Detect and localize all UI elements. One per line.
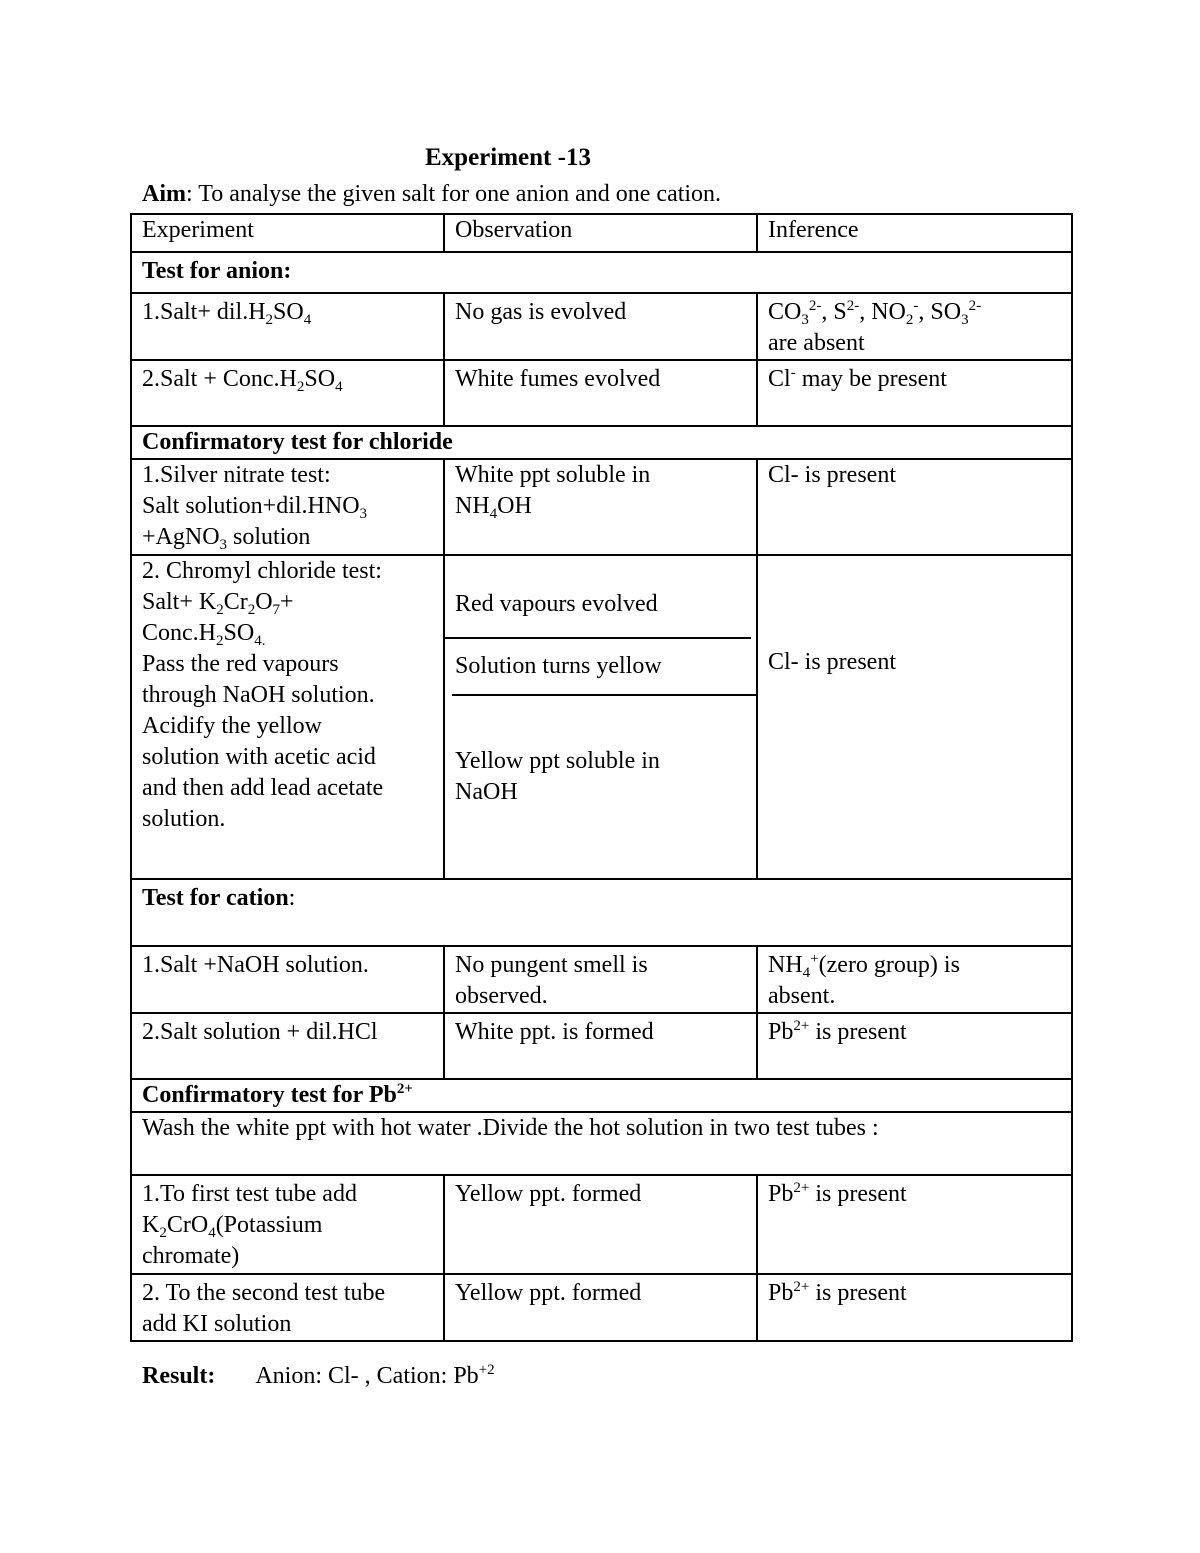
cell-inference: $Pb^{2+}$ is present xyxy=(757,1175,1072,1274)
cell-inference: $Pb^{2+}$ is present xyxy=(757,1013,1072,1079)
cell-experiment: 1.To first test tube add $K_2CrO_4(Potassium$ chromate) xyxy=(131,1175,444,1274)
cell-observation: White fumes evolved xyxy=(444,360,757,426)
cell-observation: No pungent smell is observed. xyxy=(444,946,757,1013)
page-title: Experiment -13 xyxy=(425,144,591,171)
header-inference: Inference xyxy=(757,214,1072,252)
cell-observation: Yellow ppt. formed xyxy=(444,1175,757,1274)
cell-observation: Yellow ppt. formed xyxy=(444,1274,757,1341)
table-row xyxy=(131,555,1072,879)
cell-experiment: 2. Chromyl chloride test: Salt+ $K_2Cr_2O_7+$ $Conc.H_2SO_{4.}$ Pass the red vapours through NaOH solution. Acidify the yellow solution with acetic acid and then add lead acetate solution. xyxy=(131,555,444,879)
section-row-cation xyxy=(131,879,1072,946)
observation-yellow-ppt: Yellow ppt soluble in NaOH xyxy=(455,748,660,805)
table-row xyxy=(131,293,1072,360)
wash-instruction: Wash the white ppt with hot water .Divide the hot solution in two test tubes : xyxy=(131,1112,1072,1175)
cell-observation: White ppt soluble in $NH_4OH$ xyxy=(444,459,757,555)
header-observation: Observation xyxy=(444,214,757,252)
experiment-table xyxy=(130,213,1073,1342)
cell-inference: $CO_3^{2-}$, $S^{2-}$, $NO_2^-$, $SO_3^{2-}$ are absent xyxy=(757,293,1072,360)
section-row-chloride xyxy=(131,426,1072,459)
result-text: Anion: Cl- , Cation: $Pb^{+2}$ xyxy=(255,1362,495,1389)
cell-inference: Cl- is present xyxy=(757,555,1072,879)
header-experiment: Experiment xyxy=(131,214,444,252)
table-row xyxy=(131,1274,1072,1341)
cell-inference: Cl- is present xyxy=(757,459,1072,555)
cell-experiment: 2. To the second test tube add KI solution xyxy=(131,1274,444,1341)
cell-experiment: 2.Salt + $Conc.H_2SO_4$ xyxy=(131,360,444,426)
wash-row xyxy=(131,1112,1072,1175)
cell-inference: Cl- may be present xyxy=(757,360,1072,426)
divider xyxy=(452,694,756,696)
section-chloride: Confirmatory test for chloride xyxy=(131,426,1072,459)
aim-line xyxy=(142,178,721,210)
table-row xyxy=(131,360,1072,426)
table-row xyxy=(131,459,1072,555)
aim-text: : To analyse the given salt for one anion and one cation. xyxy=(186,181,722,207)
cell-experiment: 1.Silver nitrate test: Salt $solution+dil.HNO_3$ +AgNO$_3$ solution xyxy=(131,459,444,555)
section-row-anion xyxy=(131,252,1072,293)
cell-experiment: 1.Salt +NaOH solution. xyxy=(131,946,444,1013)
cell-experiment: 2.Salt solution + dil.HCl xyxy=(131,1013,444,1079)
cell-observation xyxy=(444,555,757,879)
observation-stack xyxy=(455,556,746,878)
cell-experiment: 1.Salt+ $dil.H_2SO_4$ xyxy=(131,293,444,360)
cell-inference: $NH_4^+(zero$ group) is absent. xyxy=(757,946,1072,1013)
aim-label: Aim xyxy=(142,181,186,207)
table-row xyxy=(131,1175,1072,1274)
section-anion: Test for anion: xyxy=(131,252,1072,293)
table-row xyxy=(131,1013,1072,1079)
result-line xyxy=(142,1360,495,1392)
cell-inference: $Pb^{2+}$ is present xyxy=(757,1274,1072,1341)
section-cation: Test for cation: xyxy=(131,879,1072,946)
observation-red-vapours: Red vapours evolved xyxy=(455,591,658,617)
cell-observation: White ppt. is formed xyxy=(444,1013,757,1079)
divider xyxy=(445,637,751,639)
section-pb: Confirmatory test for $Pb^{2+}$ xyxy=(131,1079,1072,1112)
table-row xyxy=(131,946,1072,1013)
cell-observation: No gas is evolved xyxy=(444,293,757,360)
table-header-row xyxy=(131,214,1072,252)
observation-solution-yellow: Solution turns yellow xyxy=(455,653,662,679)
result-label: Result: xyxy=(142,1363,216,1389)
section-row-pb xyxy=(131,1079,1072,1112)
